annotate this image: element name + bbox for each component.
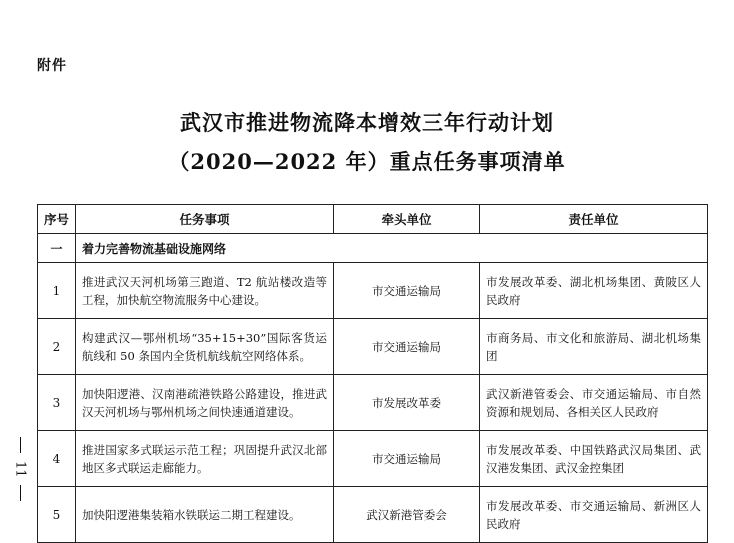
row-responsible-unit: 市商务局、市文化和旅游局、湖北机场集团 [480,319,708,375]
row-number: 2 [38,319,76,375]
row-task: 构建武汉—鄂州机场“35+15+30”国际客货运航线和 50 条国内全货机航线航空网络体系。 [76,319,334,375]
row-number: 3 [38,375,76,431]
table-header-row [38,205,708,234]
row-responsible-unit: 市发展改革委、市交通运输局、新洲区人民政府 [480,487,708,543]
table-row [38,487,708,543]
row-responsible-unit: 武汉新港管委会、市交通运输局、市自然资源和规划局、各相关区人民政府 [480,375,708,431]
document-title: 武汉市推进物流降本增效三年行动计划 [180,110,554,135]
page-number-dash-bottom [20,485,21,501]
row-lead-unit: 市交通运输局 [334,319,480,375]
section-row [38,234,708,263]
row-lead-unit: 市交通运输局 [334,431,480,487]
task-table [37,204,708,543]
row-task: 加快阳逻港、汉南港疏港铁路公路建设，推进武汉天河机场与鄂州机场之间快速通道建设。 [76,375,334,431]
page-number-marker [12,437,28,501]
attachment-label: 附件 [37,58,67,74]
row-lead-unit: 武汉新港管委会 [334,487,480,543]
column-header-number: 序号 [38,205,76,234]
row-number: 1 [38,263,76,319]
row-lead-unit: 市发展改革委 [334,375,480,431]
row-responsible-unit: 市发展改革委、湖北机场集团、黄陂区人民政府 [480,263,708,319]
row-lead-unit: 市交通运输局 [334,263,480,319]
row-responsible-unit: 市发展改革委、中国铁路武汉局集团、武汉港发集团、武汉金控集团 [480,431,708,487]
row-task: 推进国家多式联运示范工程；巩固提升武汉北部地区多式联运走廊能力。 [76,431,334,487]
row-number: 5 [38,487,76,543]
section-title: 着力完善物流基础设施网络 [76,234,708,263]
column-header-responsible-unit: 责任单位 [480,205,708,234]
row-task: 加快阳逻港集装箱水铁联运二期工程建设。 [76,487,334,543]
page-number-dash-top [20,437,21,453]
row-number: 4 [38,431,76,487]
column-header-task: 任务事项 [76,205,334,234]
table-row [38,375,708,431]
table-row [38,263,708,319]
row-task: 推进武汉天河机场第三跑道、T2 航站楼改造等工程，加快航空物流服务中心建设。 [76,263,334,319]
column-header-lead-unit: 牵头单位 [334,205,480,234]
table-row [38,319,708,375]
section-number: 一 [38,234,76,263]
page-number: 11 [12,460,28,478]
document-subtitle: （2020—2022 年）重点任务事项清单 [168,149,566,174]
table-row [38,431,708,487]
